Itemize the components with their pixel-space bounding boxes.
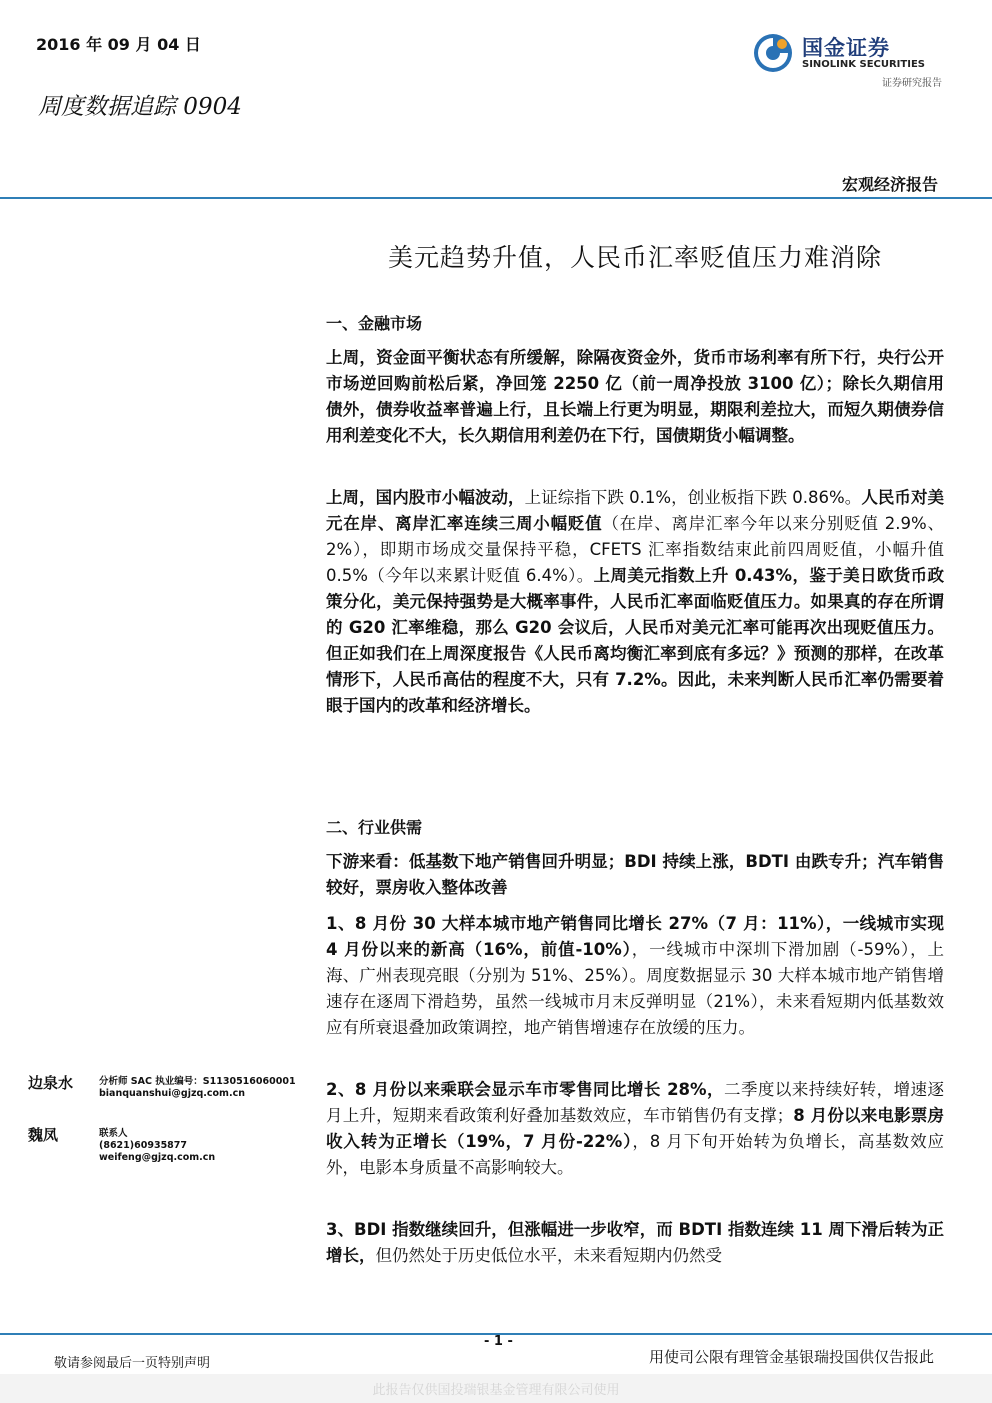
analyst-info — [99, 1076, 296, 1100]
analyst-info — [99, 1128, 215, 1164]
analyst-phone: (8621)60935877 — [99, 1140, 188, 1151]
analyst-card — [28, 1124, 318, 1176]
box-office-detail: ，8 月下旬开始转为负增长，高基数效应外，电影本身质量不高影响较大。 — [326, 1132, 944, 1177]
rmb-depreciation-text: 人民币对美元在岸、离岸汇率连续三周小幅贬值 — [326, 488, 945, 533]
report-date: 2016 年 09 月 04 日 — [36, 35, 201, 54]
equity-index-text: 上证综指下跌 0.1%，创业板指下跌 0.86%。 — [524, 488, 862, 507]
company-logo — [752, 28, 942, 92]
report-series-name: 周度数据追踪 0904 — [38, 94, 242, 120]
box-office-lead: 8 月份以来电影票房收入转为正增长（19%，7 月份-22%） — [326, 1106, 945, 1151]
sinolink-logo-icon — [752, 32, 794, 74]
analyst-name: 魏凤 — [28, 1126, 59, 1144]
downstream-summary-text: 下游来看：低基数下地产销售回升明显；BDI 持续上涨，BDTI 由跌专升；汽车销售较好，票房收入整体改善 — [326, 852, 944, 897]
fx-detail-text: （在岸、离岸汇率今年以来分别贬值 2.9%、2%），即期市场成交量保持平稳，CFETS 汇率指数结束此前四周贬值，小幅升值 0.5%（今年以来累计贬值 6.4%）。 — [326, 514, 944, 585]
paragraph-downstream-summary — [326, 849, 944, 901]
fx-equity-lead: 上周，国内股市小幅波动， — [326, 488, 525, 507]
report-title: 美元趋势升值，人民币汇率贬值压力难消除 — [387, 243, 882, 272]
auto-sales-detail: 二季度以来持续好转，增速逐月上升，短期来看政策利好叠加基数效应，车市销售仍有支撑； — [326, 1080, 945, 1125]
logo-english-name: SINOLINK SECURITIES — [802, 59, 925, 70]
analyst-name: 边泉水 — [28, 1074, 74, 1092]
property-sales-lead: 1、8 月份 30 大样本城市地产销售同比增长 27%（7 月：11%），一线城市实现 4 月份以来的新高（16%，前值-10%） — [326, 914, 944, 959]
property-sales-detail: ，一线城市中深圳下滑加剧（-59%），上海、广州表现亮眼（分别为 51%、25%）。周度数据显示 30 大样本城市地产销售增速存在逐周下滑趋势，虽然一线城市月末反弹明显（21%），未来看短期内低基数效应有所衰退叠加政策调控，地产销售增速存在放缓的压力。 — [326, 940, 944, 1037]
header-divider — [0, 197, 992, 199]
analyst-role: 联系人 — [99, 1128, 128, 1139]
paragraph-auto-box-office — [326, 1077, 944, 1181]
section-heading-financial-markets: 一、金融市场 — [326, 314, 423, 333]
section-heading-industry-supply-demand: 二、行业供需 — [326, 818, 423, 837]
paragraph-shipping-index — [326, 1217, 944, 1269]
footer-usage-note: 此报告仅供国投瑞银基金管理有限公司使用 — [372, 1383, 620, 1398]
paragraph-property-sales — [326, 911, 944, 1041]
page-number: - 1 - — [484, 1334, 513, 1349]
analyst-cert: 分析师 SAC 执业编号：S1130516060001 — [99, 1076, 296, 1087]
logo-chinese-name: 国金证券 — [802, 36, 890, 60]
analyst-email[interactable]: weifeng@gjzq.com.cn — [99, 1152, 216, 1163]
logo-subtitle: 证券研究报告 — [882, 78, 942, 89]
usd-outlook-text: 上周美元指数上升 0.43%，鉴于美日欧货币政策分化，美元保持强势是大概率事件，人民币汇率面临贬值压力。如果真的存在所谓的 G20 汇率维稳，那么 G20 会议后，人民币对美元汇率可能再次出现贬值压力。但正如我们在上周深度报告《人民币离均衡汇率到底有多远？》预测的那样，在改革情形下，人民币高估的程度不大，只有 7.2%。因此，未来判断人民币汇率仍需要着眼于国内的改革和经济增长。 — [326, 566, 944, 715]
money-market-text: 上周，资金面平衡状态有所缓解，除隔夜资金外，货币市场利率有所下行，央行公开市场逆回购前松后紧，净回笼 2250 亿（前一周净投放 3100 亿）；除长久期信用债外，债券收益率普遍上行，且长端上行更为明显，期限利差拉大，而短久期债券信用利差变化不大，长久期信用利差仍在下行，国债期货小幅调整。 — [326, 348, 944, 445]
auto-sales-lead: 2、8 月份以来乘联会显示车市零售同比增长 28%， — [326, 1080, 724, 1099]
footer-disclaimer: 敬请参阅最后一页特别声明 — [54, 1356, 211, 1371]
analyst-email[interactable]: bianquanshui@gjzq.com.cn — [99, 1088, 245, 1099]
report-type-label: 宏观经济报告 — [841, 175, 938, 194]
shipping-index-detail: 但仍然处于历史低位水平，未来看短期内仍然受 — [375, 1246, 722, 1265]
paragraph-fx-equity — [326, 485, 944, 719]
paragraph-money-market — [326, 345, 944, 449]
analyst-card — [28, 1072, 318, 1124]
shipping-index-lead: 3、BDI 指数继续回升，但涨幅进一步收窄，而 BDTI 指数连续 11 周下滑后转为正增长， — [326, 1220, 944, 1265]
footer-recipient: 用使司公限有理管金基银瑞投国供仅告报此 — [648, 1348, 934, 1366]
analyst-list — [28, 1072, 318, 1176]
